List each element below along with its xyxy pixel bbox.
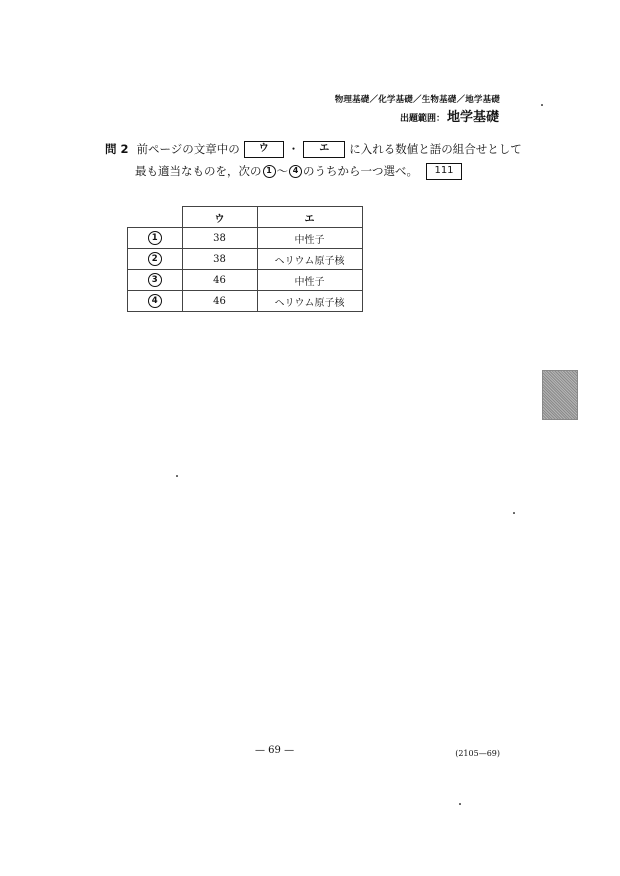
answer-box[interactable]: 111 xyxy=(426,163,462,180)
table-header-row xyxy=(128,207,363,228)
scan-speck xyxy=(513,512,515,514)
exam-scope xyxy=(400,106,499,125)
blank-u: ウ xyxy=(244,141,284,158)
choice-number: 3 xyxy=(148,273,162,287)
choices-table xyxy=(127,206,363,312)
choice-number: 1 xyxy=(148,231,162,245)
question-text-4: のうちから一つ選べ。 xyxy=(303,164,418,178)
scan-speck xyxy=(176,475,178,477)
question-line-1 xyxy=(105,138,522,160)
section-tab-marker xyxy=(542,370,578,420)
scope-value: 地学基礎 xyxy=(446,110,499,125)
choice-number: 2 xyxy=(148,252,162,266)
subject-list: 物理基礎／化学基礎／生物基礎／地学基礎 xyxy=(334,95,500,105)
scan-speck xyxy=(459,803,461,805)
choice-number-cell[interactable] xyxy=(128,249,183,270)
question-text-3: 最も適当なものを，次の xyxy=(135,164,262,178)
question-text-1: 前ページの文章中の xyxy=(136,142,240,156)
table-row[interactable] xyxy=(128,291,363,312)
scan-speck xyxy=(541,104,543,106)
choice-number-cell[interactable] xyxy=(128,291,183,312)
document-code: (2105—69) xyxy=(455,749,500,758)
choice-number: 4 xyxy=(148,294,162,308)
range-separator: ～ xyxy=(276,164,288,178)
scope-label: 出題範囲： xyxy=(399,114,445,124)
e-value: 中性子 xyxy=(257,270,362,291)
range-end-number: 4 xyxy=(289,165,302,178)
u-value: 38 xyxy=(182,249,257,270)
header-e: エ xyxy=(257,207,362,228)
table-row[interactable] xyxy=(128,270,363,291)
blank-e: エ xyxy=(303,141,345,158)
question-block xyxy=(105,138,522,182)
blank-separator: ・ xyxy=(287,142,300,156)
u-value: 46 xyxy=(182,270,257,291)
e-value: ヘリウム原子核 xyxy=(257,291,362,312)
u-value: 38 xyxy=(182,228,257,249)
header-u: ウ xyxy=(182,207,257,228)
question-text-2: に入れる数値と語の組合せとして xyxy=(349,142,522,156)
range-start-number: 1 xyxy=(263,165,276,178)
page-number: — 69 — xyxy=(255,745,295,756)
choice-number-cell[interactable] xyxy=(128,228,183,249)
e-value: 中性子 xyxy=(257,228,362,249)
table-row[interactable] xyxy=(128,249,363,270)
question-number: 問 2 xyxy=(105,142,129,156)
table-row[interactable] xyxy=(128,228,363,249)
e-value: ヘリウム原子核 xyxy=(257,249,362,270)
choice-number-cell[interactable] xyxy=(128,270,183,291)
u-value: 46 xyxy=(182,291,257,312)
question-line-2 xyxy=(105,160,515,182)
header-empty xyxy=(128,207,183,228)
